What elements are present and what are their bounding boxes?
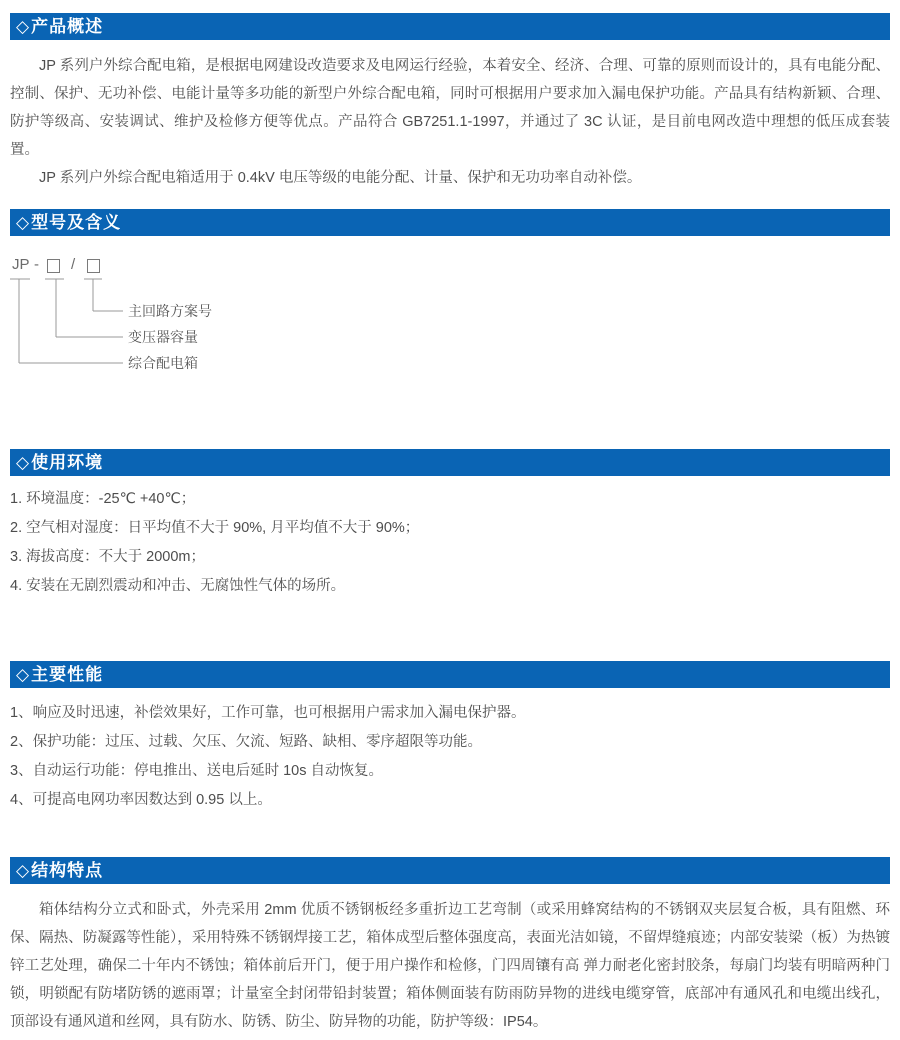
performance-item-2: 2、保护功能：过压、过载、欠压、欠流、短路、缺相、零序超限等功能。 [10,734,483,750]
section-title-structural-features: 结构特点 [31,861,104,880]
section-header-usage-environment [10,449,890,476]
model-code-box-scheme [87,259,100,273]
diamond-icon: ◇ [16,665,30,684]
section-header-main-performance [10,661,890,688]
performance-item-4: 4、可提高电网功率因数达到 0.95 以上。 [10,792,272,808]
performance-item-1: 1、响应及时迅速，补偿效果好，工作可靠，也可根据用户需求加入漏电保护器。 [10,705,526,721]
model-code-prefix: JP [12,256,30,273]
model-code-diagram [0,255,470,385]
section-title-product-overview: 产品概述 [31,17,104,36]
structure-text [10,896,890,1036]
model-code-box-capacity [47,259,60,273]
section-header-structural-features [10,857,890,884]
diamond-icon: ◇ [16,453,30,472]
section-title-main-performance: 主要性能 [31,665,104,684]
model-code-dash: - [34,256,39,273]
diamond-icon: ◇ [16,213,30,232]
diamond-icon: ◇ [16,861,30,880]
label-transformer-capacity: 变压器容量 [128,329,198,345]
diamond-icon: ◇ [16,17,30,36]
environment-item-1: 1. 环境温度：-25℃ +40℃； [10,491,196,507]
section-title-usage-environment: 使用环境 [31,453,104,472]
overview-paragraph-2: JP 系列户外综合配电箱适用于 0.4kV 电压等级的电能分配、计量、保护和无功功率自动补偿。 [39,170,642,186]
model-code-slash: / [71,256,76,273]
structure-paragraph: 箱体结构分立式和卧式，外壳采用 2mm 优质不锈钢板经多重折边工艺弯制（或采用蜂窝结构的不锈钢双夹层复合板，具有阻燃、环保、隔热、防凝露等性能），采用特殊不锈钢焊接工艺，箱体成型后整体强度高，表面光洁如镜，不留焊缝痕迹；内部安装梁（板）为热镀锌工艺处理，确保二十年内不锈蚀；箱体前后开门，便于用户操作和检修，门四周镶有高 弹力耐老化密封胶条，每扇门均装有明暗两种门锁，明锁配有防堵防锈的遮雨罩；计量室全封闭带铅封装置；箱体侧面装有防雨防异物的进线电缆穿管，底部冲有通风孔和电缆出线孔，顶部设有通风道和丝网，具有防水、防锈、防尘、防异物的功能，防护等级：IP54。 [10,902,890,1030]
environment-list [10,485,890,601]
section-header-model-meaning [10,209,890,236]
environment-item-3: 3. 海拔高度：不大于 2000m； [10,549,205,565]
performance-list [10,699,890,815]
section-title-model-meaning: 型号及含义 [31,213,122,232]
overview-paragraph-1: JP 系列户外综合配电箱，是根据电网建设改造要求及电网运行经验，本着安全、经济、合理、可靠的原则而设计的，具有电能分配、控制、保护、无功补偿、电能计量等多功能的新型户外综合配电箱，同时可根据用户要求加入漏电保护功能。产品具有结构新颖、合理、防护等级高、安装调试、维护及检修方便等优点。产品符合 GB7251.1-1997，并通过了 3C 认证，是目前电网改造中理想的低压成套装置。 [10,58,890,158]
overview-text [10,52,890,192]
performance-item-3: 3、自动运行功能：停电推出、送电后延时 10s 自动恢复。 [10,763,383,779]
label-combined-distribution-box: 综合配电箱 [128,355,198,371]
environment-item-4: 4. 安装在无剧烈震动和冲击、无腐蚀性气体的场所。 [10,578,346,594]
connector-lines [0,255,470,385]
label-main-circuit-scheme: 主回路方案号 [128,303,212,319]
environment-item-2: 2. 空气相对湿度：日平均值不大于 90%, 月平均值不大于 90%； [10,520,420,536]
section-header-product-overview [10,13,890,40]
